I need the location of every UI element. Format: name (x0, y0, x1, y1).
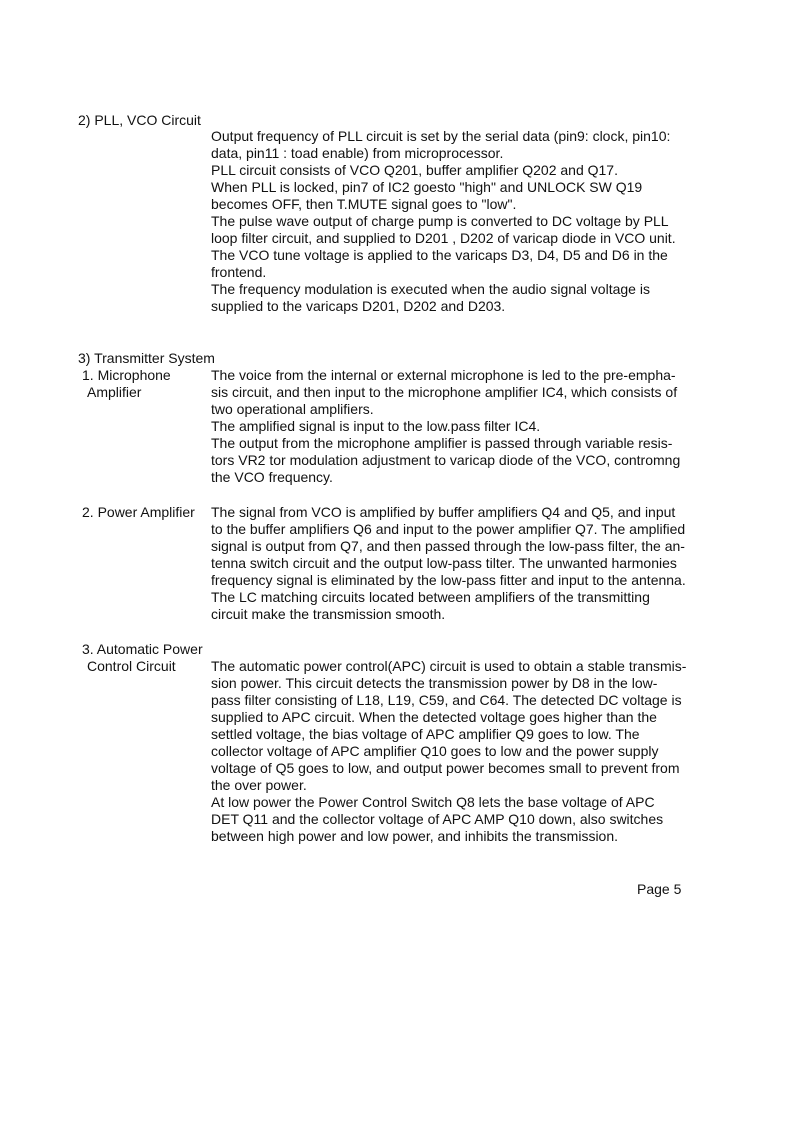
subsection-label-microphone-amplifier-cont: Amplifier (87, 384, 142, 400)
text-line: to the buffer amplifiers Q6 and input to the power amplifier Q7. The amplified (211, 521, 686, 537)
text-line: becomes OFF, then T.MUTE signal goes to "low". (211, 196, 517, 212)
text-line: the VCO frequency. (211, 469, 333, 485)
text-line: loop filter circuit, and supplied to D201 , D202 of varicap diode in VCO unit. (211, 230, 676, 246)
text-line: pass filter consisting of L18, L19, C59, and C64. The detected DC voltage is (211, 692, 682, 708)
text-line: The LC matching circuits located between amplifiers of the transmitting (211, 589, 650, 605)
page-number: Page 5 (637, 881, 682, 897)
text-line: supplied to the varicaps D201, D202 and D203. (211, 298, 506, 314)
text-line: The voice from the internal or external microphone is led to the pre-empha- (211, 367, 676, 383)
text-line: The VCO tune voltage is applied to the varicaps D3, D4, D5 and D6 in the (211, 247, 668, 263)
text-line: frontend. (211, 264, 267, 280)
text-line: The signal from VCO is amplified by buffer amplifiers Q4 and Q5, and input (211, 504, 676, 520)
section-heading-transmitter-system: 3) Transmitter System (78, 350, 215, 366)
text-line: The amplified signal is input to the low.pass filter IC4. (211, 418, 541, 434)
text-line: sis circuit, and then input to the microphone amplifier IC4, which consists of (211, 384, 678, 400)
subsection-label-power-amplifier: 2. Power Amplifier (82, 504, 195, 520)
text-line: The automatic power control(APC) circuit is used to obtain a stable transmis- (211, 658, 687, 674)
text-line: collector voltage of APC amplifier Q10 goes to low and the power supply (211, 743, 659, 759)
subsection-label-microphone-amplifier: 1. Microphone (82, 367, 171, 383)
text-line: The frequency modulation is executed when the audio signal voltage is (211, 281, 650, 297)
text-line: between high power and low power, and inhibits the transmission. (211, 828, 619, 844)
text-line: tenna switch circuit and the output low-pass tilter. The unwanted harmonies (211, 555, 677, 571)
text-line: Output frequency of PLL circuit is set by the serial data (pin9: clock, pin10: (211, 128, 671, 144)
text-line: The pulse wave output of charge pump is converted to DC voltage by PLL (211, 213, 669, 229)
text-line: The output from the microphone amplifier is passed through variable resis- (211, 435, 673, 451)
text-line: voltage of Q5 goes to low, and output power becomes small to prevent from (211, 760, 680, 776)
text-line: data, pin11 : toad enable) from microprocessor. (211, 145, 504, 161)
text-line: settled voltage, the bias voltage of APC amplifier Q9 goes to low. The (211, 726, 640, 742)
text-line: two operational amplifiers. (211, 401, 374, 417)
text-line: supplied to APC circuit. When the detected voltage goes higher than the (211, 709, 657, 725)
text-line: circuit make the transmission smooth. (211, 606, 446, 622)
subsection-label-control-circuit: Control Circuit (87, 658, 176, 674)
text-line: the over power. (211, 777, 307, 793)
text-line: sion power. This circuit detects the transmission power by D8 in the low- (211, 675, 658, 691)
text-line: tors VR2 tor modulation adjustment to varicap diode of the VCO, contromng (211, 452, 681, 468)
text-line: When PLL is locked, pin7 of IC2 goesto "high" and UNLOCK SW Q19 (211, 179, 643, 195)
section-heading-pll-vco: 2) PLL, VCO Circuit (78, 112, 201, 128)
text-line: signal is output from Q7, and then passed through the low-pass filter, the an- (211, 538, 685, 554)
text-line: frequency signal is eliminated by the low-pass fitter and input to the antenna. (211, 572, 686, 588)
text-line: DET Q11 and the collector voltage of APC AMP Q10 down, also switches (211, 811, 664, 827)
text-line: At low power the Power Control Switch Q8 lets the base voltage of APC (211, 794, 655, 810)
subsection-label-automatic-power: 3. Automatic Power (82, 641, 203, 657)
text-line: PLL circuit consists of VCO Q201, buffer amplifier Q202 and Q17. (211, 162, 618, 178)
